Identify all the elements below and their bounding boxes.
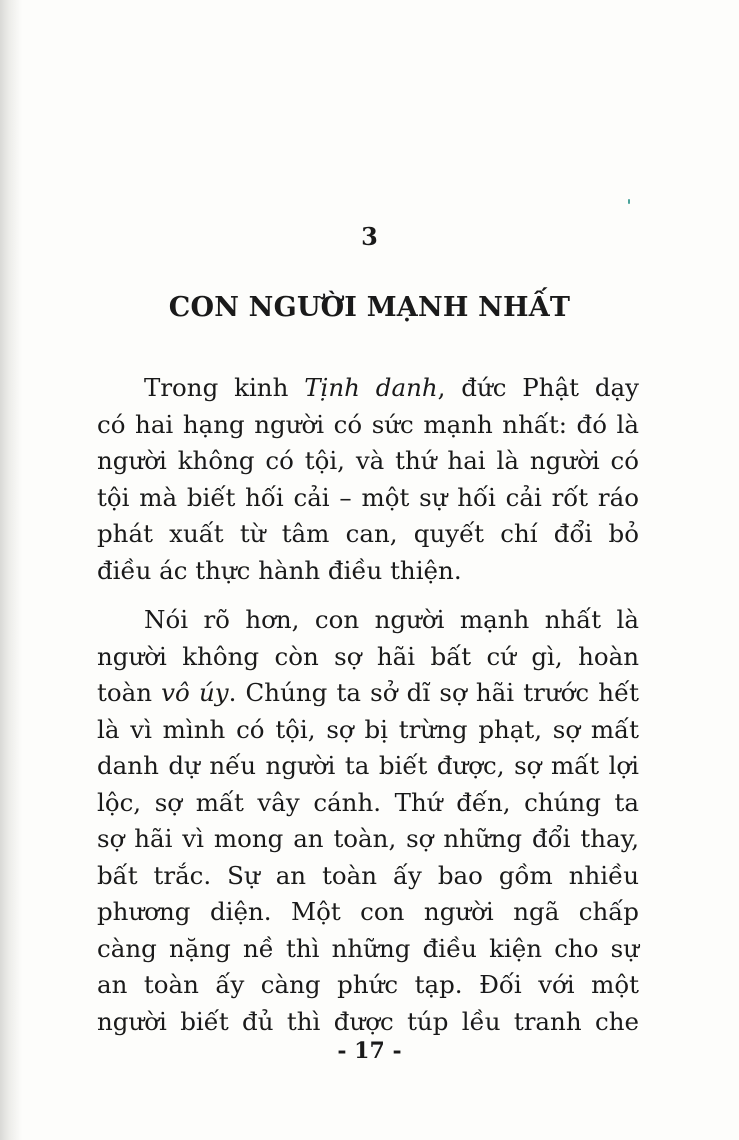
text-line: lộc, sợ mất vây cánh. Thứ đến, chúng ta	[97, 787, 639, 817]
text-line: có hai hạng người có sức mạnh nhất: đó là	[97, 409, 639, 439]
sutra-name: Tịnh danh	[304, 373, 438, 402]
chapter-title: CON NGƯỜI MẠNH NHẤT	[168, 292, 571, 323]
text-segment: , đức Phật dạy	[437, 373, 639, 402]
page-number: - 17 -	[337, 1038, 402, 1064]
text-segment: Trong kinh	[144, 373, 305, 402]
paragraph-1	[97, 370, 639, 589]
chapter-number: 3	[361, 222, 378, 251]
text-line	[97, 370, 639, 407]
text-line: Nói rõ hơn, con người mạnh nhất là	[144, 605, 639, 634]
text-segment: . Chúng ta sở dĩ sợ hãi trước hết	[228, 678, 639, 707]
text-line: là vì mình có tội, sợ bị trừng phạt, sợ mất	[97, 714, 639, 744]
text-line: bất trắc. Sự an toàn ấy bao gồm nhiều	[97, 860, 639, 890]
text-line: sợ hãi vì mong an toàn, sợ những đổi thay,	[97, 824, 639, 853]
text-line: danh dự nếu người ta biết được, sợ mất lợi	[97, 751, 639, 780]
text-segment: toàn	[97, 678, 162, 707]
text-line: an toàn ấy càng phức tạp. Đối với một	[97, 970, 639, 999]
text-line: càng nặng nề thì những điều kiện cho sự	[97, 933, 639, 963]
paragraph-2	[97, 602, 639, 1040]
text-line: phương diện. Một con người ngã chấp	[97, 897, 639, 926]
text-line: người không còn sợ hãi bất cứ gì, hoàn	[97, 641, 639, 671]
text-line: điều ác thực hành điều thiện.	[97, 555, 462, 585]
text-line: tội mà biết hối cải – một sự hối cải rốt ráo	[97, 482, 639, 512]
text-line: phát xuất từ tâm can, quyết chí đổi bỏ	[97, 519, 639, 548]
print-speck	[628, 199, 630, 204]
text-line	[97, 675, 639, 712]
emphasis-term: vô úy	[161, 678, 229, 707]
page-gutter-shadow	[0, 0, 22, 1140]
text-line: người không có tội, và thứ hai là người có	[97, 446, 639, 475]
text-line: người biết đủ thì được túp lều tranh che	[97, 1006, 639, 1036]
